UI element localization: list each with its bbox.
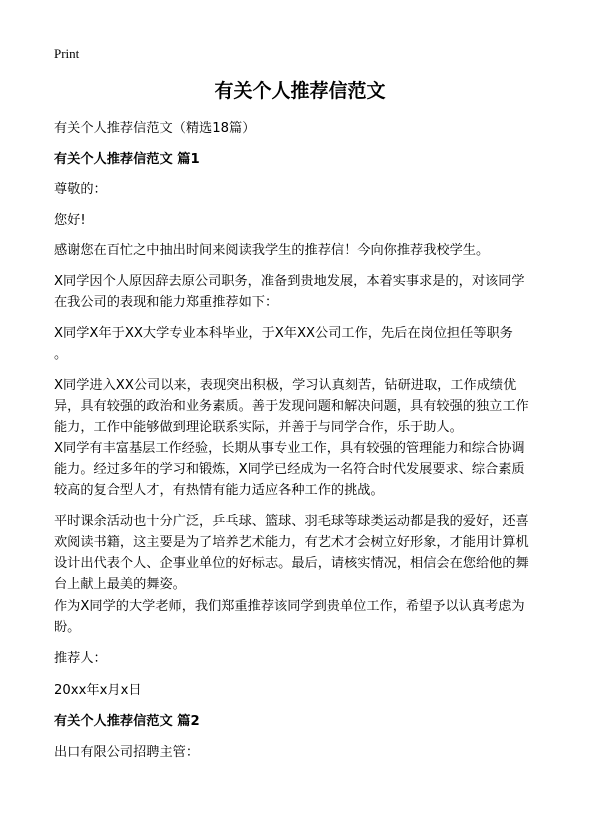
paragraph-line: X同学进入XX公司以来，表现突出积极，学习认真刻苦，钻研进取，工作成绩优 (54, 378, 517, 393)
section-2-first-line: 出口有限公司招聘主管： (54, 745, 200, 760)
salutation: 尊敬的： (54, 182, 107, 197)
greeting: 您好! (54, 213, 86, 228)
document-subtitle: 有关个人推荐信范文（精选18篇） (54, 121, 256, 136)
section-1-heading: 有关个人推荐信范文 篇1 (54, 152, 200, 167)
paragraph-line: 感谢您在百忙之中抽出时间来阅读我学生的推荐信！今向你推荐我校学生。 (54, 243, 490, 258)
paragraph-line: 欢阅读书籍，这主要是为了培养艺术能力，有艺术才会树立好形象，才能用计算机 (54, 535, 529, 550)
recommender-label: 推荐人： (54, 651, 107, 666)
paragraph-line: 较高的复合型人才，有热情有能力适应各种工作的挑战。 (54, 483, 384, 498)
paragraph-line: 。 (54, 347, 68, 362)
paragraph-line: 台上献上最美的舞姿。 (54, 577, 186, 592)
paragraph-line: 在我公司的表现和能力郑重推荐如下： (54, 295, 279, 310)
section-2-heading: 有关个人推荐信范文 篇2 (54, 714, 200, 729)
print-label: Print (54, 46, 80, 61)
paragraph-line: 盼。 (54, 620, 81, 635)
paragraph-line: X同学因个人原因辞去原公司职务，准备到贵地发展，本着实事求是的，对该同学 (54, 274, 525, 289)
paragraph-line: 异，具有较强的政治和业务素质。善于发现问题和解决问题，具有较强的独立工作 (54, 399, 529, 414)
document-title: 有关个人推荐信范文 (214, 80, 386, 102)
paragraph-line: X同学X年于XX大学专业本科毕业，于X年XX公司工作，先后在岗位担任等职务 (54, 326, 513, 341)
paragraph-line: X同学有丰富基层工作经验，长期从事专业工作，具有较强的管理能力和综合协调 (54, 441, 525, 456)
paragraph-line: 作为X同学的大学老师，我们郑重推荐该同学到贵单位工作，希望予以认真考虑为 (54, 599, 525, 614)
date-line: 20xx年x月x日 (54, 683, 142, 698)
paragraph-line: 设计出代表个人、企事业单位的好标志。最后，请核实情况，相信会在您给他的舞 (54, 556, 529, 571)
paragraph-line: 能力，工作中能够做到理论联系实际，并善于与同学合作，乐于助人。 (54, 420, 463, 435)
paragraph-line: 平时课余活动也十分广泛，乒乓球、篮球、羽毛球等球类运动都是我的爱好，还喜 (54, 514, 529, 529)
paragraph-line: 能力。经过多年的学习和锻炼，X同学已经成为一名符合时代发展要求、综合素质 (54, 462, 525, 477)
